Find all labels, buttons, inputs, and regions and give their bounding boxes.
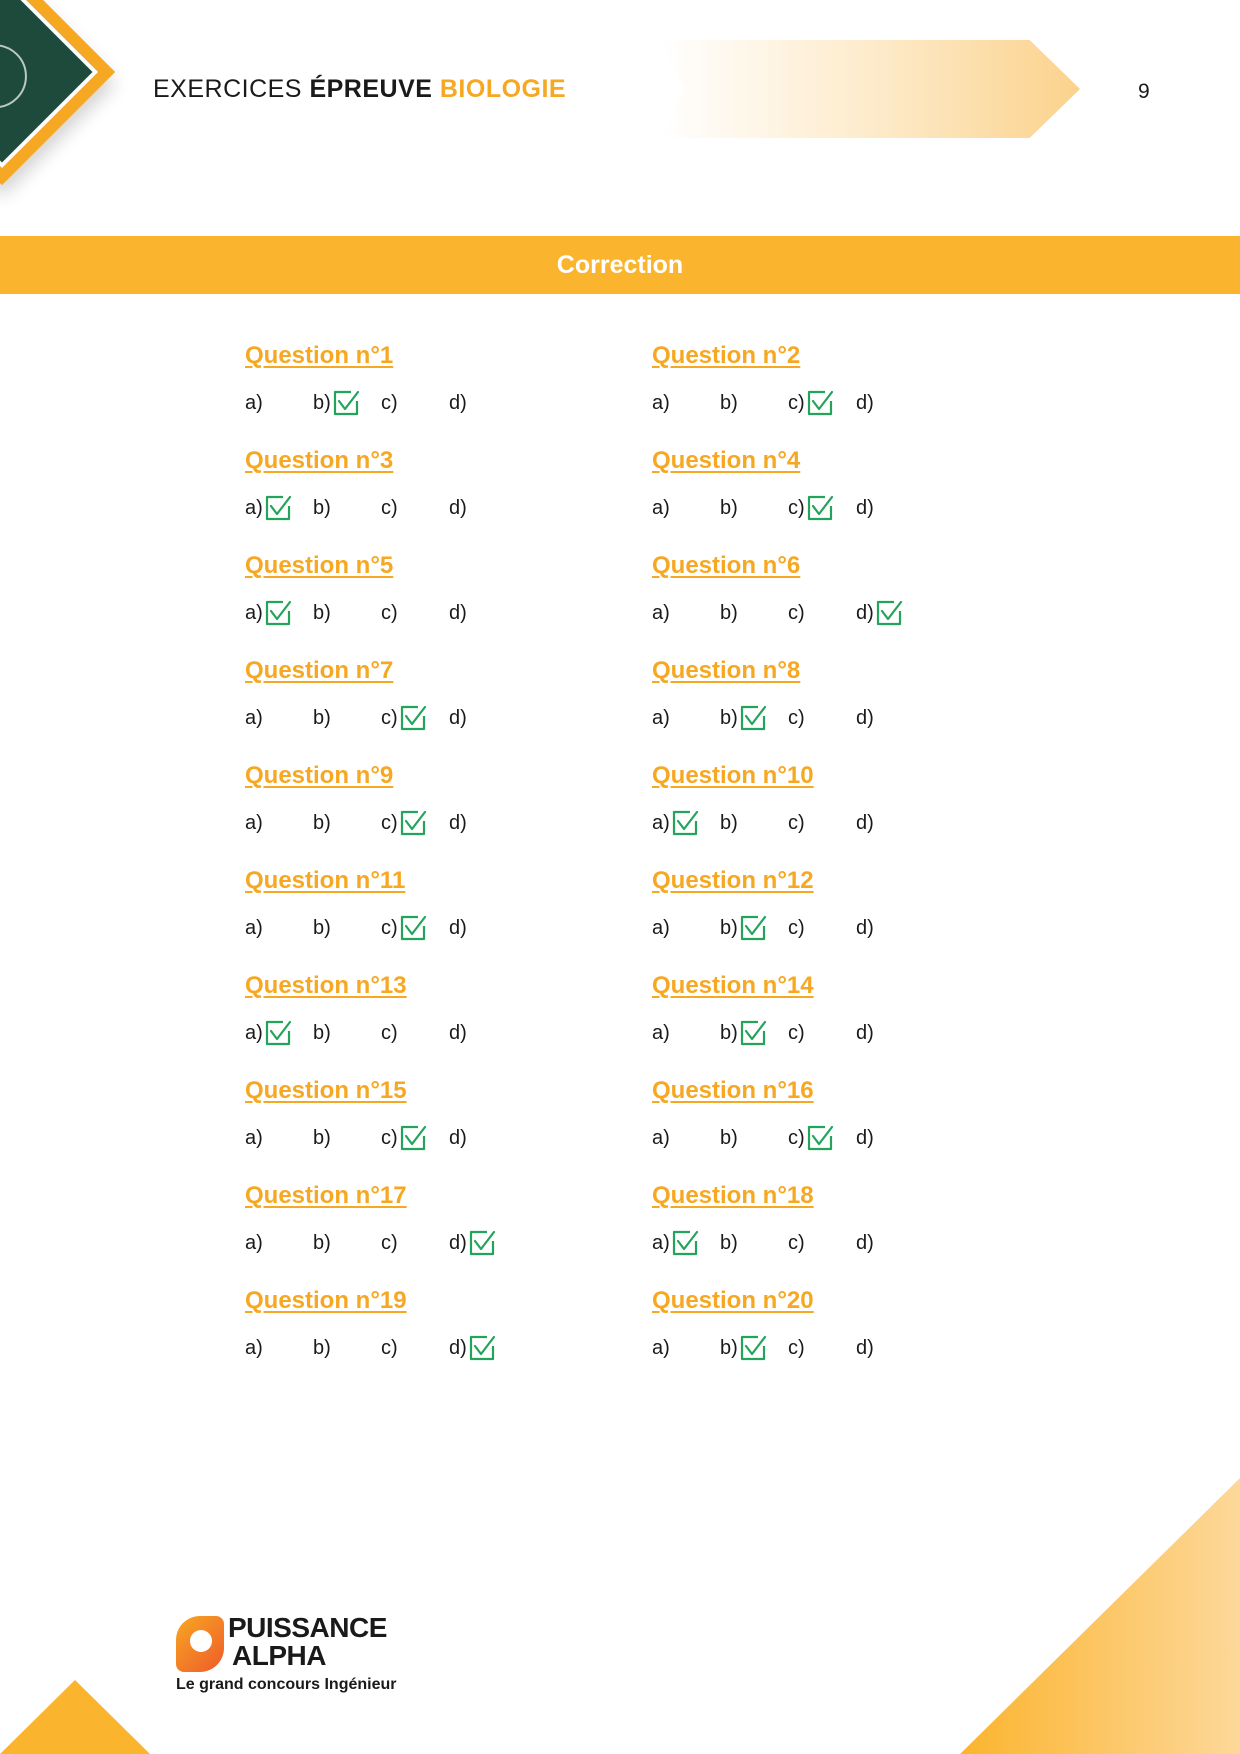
option-c bbox=[381, 497, 449, 520]
option-a bbox=[652, 1022, 720, 1045]
answer-options bbox=[245, 388, 652, 418]
option-b bbox=[720, 497, 788, 520]
option-a bbox=[245, 707, 313, 730]
page-number: 9 bbox=[1138, 80, 1150, 103]
header-title-epreuve: ÉPREUVE bbox=[309, 75, 440, 103]
question-title: Question n°20 bbox=[652, 1287, 814, 1314]
option-label: c) bbox=[788, 811, 805, 834]
answer-options bbox=[652, 1123, 1059, 1153]
option-c bbox=[381, 914, 449, 942]
checkbox-checked-icon bbox=[739, 704, 767, 732]
checkbox-checked-icon bbox=[399, 704, 427, 732]
corner-triangle-right bbox=[960, 1478, 1240, 1754]
option-label: d) bbox=[856, 1021, 874, 1044]
option-label: c) bbox=[381, 601, 398, 624]
option-label: d) bbox=[449, 1336, 467, 1359]
option-label: b) bbox=[720, 496, 738, 519]
option-label: c) bbox=[788, 1231, 805, 1254]
option-label: a) bbox=[245, 706, 263, 729]
answer-options bbox=[652, 598, 1059, 628]
option-c bbox=[381, 1232, 449, 1255]
answer-options bbox=[652, 703, 1059, 733]
option-label: b) bbox=[313, 1021, 331, 1044]
option-label: c) bbox=[381, 1021, 398, 1044]
option-label: b) bbox=[720, 391, 738, 414]
option-label: b) bbox=[720, 1126, 738, 1149]
option-a bbox=[245, 1232, 313, 1255]
option-d bbox=[856, 497, 924, 520]
option-label: b) bbox=[720, 1231, 738, 1254]
option-a bbox=[245, 917, 313, 940]
option-label: c) bbox=[381, 1231, 398, 1254]
checkbox-checked-icon bbox=[399, 914, 427, 942]
question-title: Question n°2 bbox=[652, 342, 801, 369]
question-block bbox=[245, 758, 652, 863]
option-b bbox=[313, 707, 381, 730]
option-c bbox=[788, 707, 856, 730]
option-label: b) bbox=[313, 811, 331, 834]
question-title: Question n°13 bbox=[245, 972, 407, 999]
checkbox-checked-icon bbox=[671, 809, 699, 837]
option-label: d) bbox=[856, 1336, 874, 1359]
corner-triangle-left bbox=[0, 1680, 150, 1754]
option-a bbox=[652, 602, 720, 625]
question-block bbox=[245, 1178, 652, 1283]
option-label: a) bbox=[245, 811, 263, 834]
logo-text-line2: ALPHA bbox=[232, 1640, 326, 1671]
checkbox-checked-icon bbox=[806, 1124, 834, 1152]
option-b bbox=[313, 497, 381, 520]
answer-grid bbox=[245, 338, 1059, 1388]
option-label: c) bbox=[381, 811, 398, 834]
checkbox-checked-icon bbox=[399, 1124, 427, 1152]
option-d bbox=[449, 812, 517, 835]
option-d bbox=[856, 707, 924, 730]
answer-options bbox=[245, 493, 652, 523]
option-label: b) bbox=[720, 1336, 738, 1359]
checkbox-checked-icon bbox=[468, 1334, 496, 1362]
option-label: b) bbox=[313, 391, 331, 414]
option-c bbox=[381, 809, 449, 837]
question-title: Question n°4 bbox=[652, 447, 801, 474]
option-b bbox=[720, 812, 788, 835]
question-title: Question n°9 bbox=[245, 762, 394, 789]
option-c bbox=[381, 1124, 449, 1152]
option-a bbox=[652, 1337, 720, 1360]
option-label: a) bbox=[652, 916, 670, 939]
option-b bbox=[720, 914, 788, 942]
option-label: a) bbox=[245, 1231, 263, 1254]
checkbox-checked-icon bbox=[806, 389, 834, 417]
option-c bbox=[788, 812, 856, 835]
option-d bbox=[856, 599, 924, 627]
question-block bbox=[245, 338, 652, 443]
question-block bbox=[652, 968, 1059, 1073]
option-label: d) bbox=[856, 706, 874, 729]
question-block bbox=[245, 1283, 652, 1388]
question-title: Question n°5 bbox=[245, 552, 394, 579]
option-label: a) bbox=[652, 1336, 670, 1359]
option-label: d) bbox=[449, 706, 467, 729]
answer-options bbox=[652, 493, 1059, 523]
question-block bbox=[245, 443, 652, 548]
option-c bbox=[788, 1232, 856, 1255]
answer-options bbox=[652, 808, 1059, 838]
answer-options bbox=[652, 1333, 1059, 1363]
option-d bbox=[449, 497, 517, 520]
question-block bbox=[652, 1178, 1059, 1283]
option-label: a) bbox=[245, 601, 263, 624]
answer-options bbox=[245, 703, 652, 733]
option-c bbox=[788, 1337, 856, 1360]
question-title: Question n°18 bbox=[652, 1182, 814, 1209]
option-d bbox=[449, 1334, 517, 1362]
option-d bbox=[449, 707, 517, 730]
option-label: a) bbox=[652, 1021, 670, 1044]
option-b bbox=[720, 392, 788, 415]
option-label: b) bbox=[313, 1126, 331, 1149]
answer-options bbox=[245, 1333, 652, 1363]
option-d bbox=[856, 1337, 924, 1360]
option-d bbox=[449, 602, 517, 625]
option-label: c) bbox=[381, 1336, 398, 1359]
checkbox-checked-icon bbox=[671, 1229, 699, 1257]
option-label: d) bbox=[449, 496, 467, 519]
option-d bbox=[856, 392, 924, 415]
option-label: c) bbox=[381, 496, 398, 519]
question-block bbox=[245, 653, 652, 758]
option-c bbox=[381, 602, 449, 625]
question-block bbox=[652, 1073, 1059, 1178]
option-label: d) bbox=[449, 1126, 467, 1149]
option-b bbox=[313, 812, 381, 835]
question-title: Question n°3 bbox=[245, 447, 394, 474]
option-c bbox=[381, 1337, 449, 1360]
option-label: c) bbox=[381, 916, 398, 939]
option-label: d) bbox=[856, 811, 874, 834]
checkbox-checked-icon bbox=[264, 1019, 292, 1047]
option-d bbox=[449, 1229, 517, 1257]
answer-options bbox=[245, 913, 652, 943]
option-label: a) bbox=[245, 916, 263, 939]
option-b bbox=[720, 1019, 788, 1047]
answer-options bbox=[652, 1228, 1059, 1258]
option-b bbox=[313, 1337, 381, 1360]
header-title-biologie: BIOLOGIE bbox=[439, 75, 567, 103]
checkbox-checked-icon bbox=[399, 809, 427, 837]
option-label: d) bbox=[856, 496, 874, 519]
option-label: a) bbox=[652, 496, 670, 519]
option-d bbox=[449, 917, 517, 940]
option-b bbox=[720, 1127, 788, 1150]
option-a bbox=[652, 392, 720, 415]
option-b bbox=[313, 602, 381, 625]
option-label: b) bbox=[313, 1231, 331, 1254]
checkbox-checked-icon bbox=[332, 389, 360, 417]
corner-emblem bbox=[0, 0, 115, 185]
option-b bbox=[313, 1127, 381, 1150]
question-block bbox=[245, 1073, 652, 1178]
question-title: Question n°15 bbox=[245, 1077, 407, 1104]
question-title: Question n°16 bbox=[652, 1077, 814, 1104]
option-label: d) bbox=[856, 916, 874, 939]
option-label: c) bbox=[381, 706, 398, 729]
option-label: d) bbox=[449, 601, 467, 624]
header-title-exercices: EXERCICES bbox=[153, 75, 310, 103]
question-block bbox=[245, 548, 652, 653]
option-d bbox=[856, 1127, 924, 1150]
option-label: c) bbox=[788, 1336, 805, 1359]
option-b bbox=[720, 1232, 788, 1255]
question-block bbox=[245, 863, 652, 968]
checkbox-checked-icon bbox=[468, 1229, 496, 1257]
option-label: a) bbox=[652, 391, 670, 414]
option-d bbox=[449, 392, 517, 415]
option-b bbox=[313, 1232, 381, 1255]
question-title: Question n°11 bbox=[245, 867, 406, 894]
option-label: c) bbox=[788, 601, 805, 624]
answer-options bbox=[245, 808, 652, 838]
option-c bbox=[788, 917, 856, 940]
option-b bbox=[720, 602, 788, 625]
question-title: Question n°10 bbox=[652, 762, 814, 789]
puissance-alpha-logo bbox=[176, 1614, 436, 1694]
option-label: c) bbox=[788, 1126, 805, 1149]
option-label: b) bbox=[720, 1021, 738, 1044]
logo-tagline: Le grand concours Ingénieur bbox=[176, 1676, 397, 1693]
option-label: d) bbox=[856, 1231, 874, 1254]
option-a bbox=[245, 1337, 313, 1360]
option-a bbox=[652, 707, 720, 730]
question-block bbox=[652, 443, 1059, 548]
option-a bbox=[652, 497, 720, 520]
checkbox-checked-icon bbox=[875, 599, 903, 627]
option-label: d) bbox=[449, 916, 467, 939]
option-c bbox=[381, 704, 449, 732]
option-label: b) bbox=[720, 601, 738, 624]
question-title: Question n°1 bbox=[245, 342, 394, 369]
question-block bbox=[652, 1283, 1059, 1388]
option-c bbox=[788, 602, 856, 625]
option-c bbox=[788, 389, 856, 417]
answer-options bbox=[652, 388, 1059, 418]
option-d bbox=[856, 1232, 924, 1255]
answer-options bbox=[652, 1018, 1059, 1048]
question-title: Question n°17 bbox=[245, 1182, 407, 1209]
logo-mark-icon bbox=[176, 1616, 224, 1672]
checkbox-checked-icon bbox=[806, 494, 834, 522]
option-a bbox=[652, 1127, 720, 1150]
option-a bbox=[245, 494, 313, 522]
emblem-illustration bbox=[0, 0, 98, 168]
option-b bbox=[313, 1022, 381, 1045]
option-label: c) bbox=[788, 496, 805, 519]
option-d bbox=[449, 1022, 517, 1045]
option-label: c) bbox=[381, 391, 398, 414]
option-label: a) bbox=[652, 706, 670, 729]
question-title: Question n°19 bbox=[245, 1287, 407, 1314]
option-c bbox=[381, 392, 449, 415]
question-title: Question n°8 bbox=[652, 657, 801, 684]
checkbox-checked-icon bbox=[264, 494, 292, 522]
option-d bbox=[856, 812, 924, 835]
option-a bbox=[245, 812, 313, 835]
option-label: d) bbox=[856, 391, 874, 414]
option-a bbox=[652, 809, 720, 837]
page-header-title bbox=[153, 75, 566, 104]
option-a bbox=[245, 599, 313, 627]
question-title: Question n°7 bbox=[245, 657, 394, 684]
option-label: c) bbox=[381, 1126, 398, 1149]
option-label: a) bbox=[245, 1336, 263, 1359]
option-label: c) bbox=[788, 391, 805, 414]
option-label: a) bbox=[245, 1126, 263, 1149]
option-b bbox=[720, 704, 788, 732]
checkbox-checked-icon bbox=[739, 1019, 767, 1047]
question-block bbox=[652, 653, 1059, 758]
checkbox-checked-icon bbox=[264, 599, 292, 627]
option-a bbox=[245, 1127, 313, 1150]
correction-banner-label: Correction bbox=[556, 250, 684, 279]
option-label: b) bbox=[313, 496, 331, 519]
option-label: c) bbox=[788, 706, 805, 729]
option-label: d) bbox=[449, 1021, 467, 1044]
option-label: b) bbox=[313, 706, 331, 729]
option-c bbox=[788, 494, 856, 522]
option-label: b) bbox=[313, 916, 331, 939]
option-a bbox=[245, 392, 313, 415]
option-label: a) bbox=[652, 601, 670, 624]
answer-options bbox=[245, 1228, 652, 1258]
option-label: a) bbox=[245, 1021, 263, 1044]
option-d bbox=[856, 1022, 924, 1045]
answer-options bbox=[245, 598, 652, 628]
question-block bbox=[652, 548, 1059, 653]
question-title: Question n°14 bbox=[652, 972, 814, 999]
option-label: a) bbox=[652, 1126, 670, 1149]
option-label: d) bbox=[449, 1231, 467, 1254]
checkbox-checked-icon bbox=[739, 914, 767, 942]
checkbox-checked-icon bbox=[739, 1334, 767, 1362]
question-title: Question n°12 bbox=[652, 867, 814, 894]
question-block bbox=[652, 863, 1059, 968]
answer-options bbox=[245, 1018, 652, 1048]
option-a bbox=[652, 1229, 720, 1257]
option-label: d) bbox=[449, 391, 467, 414]
question-block bbox=[652, 338, 1059, 443]
correction-banner bbox=[0, 236, 1240, 294]
option-a bbox=[245, 1019, 313, 1047]
answer-options bbox=[652, 913, 1059, 943]
logo-text-line1: PUISSANCE bbox=[228, 1612, 387, 1643]
option-label: d) bbox=[449, 811, 467, 834]
option-label: a) bbox=[652, 811, 670, 834]
option-label: a) bbox=[245, 496, 263, 519]
option-label: b) bbox=[313, 601, 331, 624]
option-c bbox=[788, 1022, 856, 1045]
question-block bbox=[652, 758, 1059, 863]
option-label: c) bbox=[788, 916, 805, 939]
option-a bbox=[652, 917, 720, 940]
question-title: Question n°6 bbox=[652, 552, 801, 579]
option-b bbox=[313, 917, 381, 940]
option-label: d) bbox=[856, 601, 874, 624]
option-label: a) bbox=[245, 391, 263, 414]
option-label: b) bbox=[720, 811, 738, 834]
option-d bbox=[856, 917, 924, 940]
option-label: b) bbox=[720, 916, 738, 939]
option-d bbox=[449, 1127, 517, 1150]
option-c bbox=[788, 1124, 856, 1152]
question-block bbox=[245, 968, 652, 1073]
option-label: d) bbox=[856, 1126, 874, 1149]
option-b bbox=[720, 1334, 788, 1362]
answer-options bbox=[245, 1123, 652, 1153]
option-b bbox=[313, 389, 381, 417]
option-label: b) bbox=[313, 1336, 331, 1359]
option-label: c) bbox=[788, 1021, 805, 1044]
option-c bbox=[381, 1022, 449, 1045]
option-label: b) bbox=[720, 706, 738, 729]
header-arrow-decoration bbox=[660, 40, 1080, 138]
option-label: a) bbox=[652, 1231, 670, 1254]
